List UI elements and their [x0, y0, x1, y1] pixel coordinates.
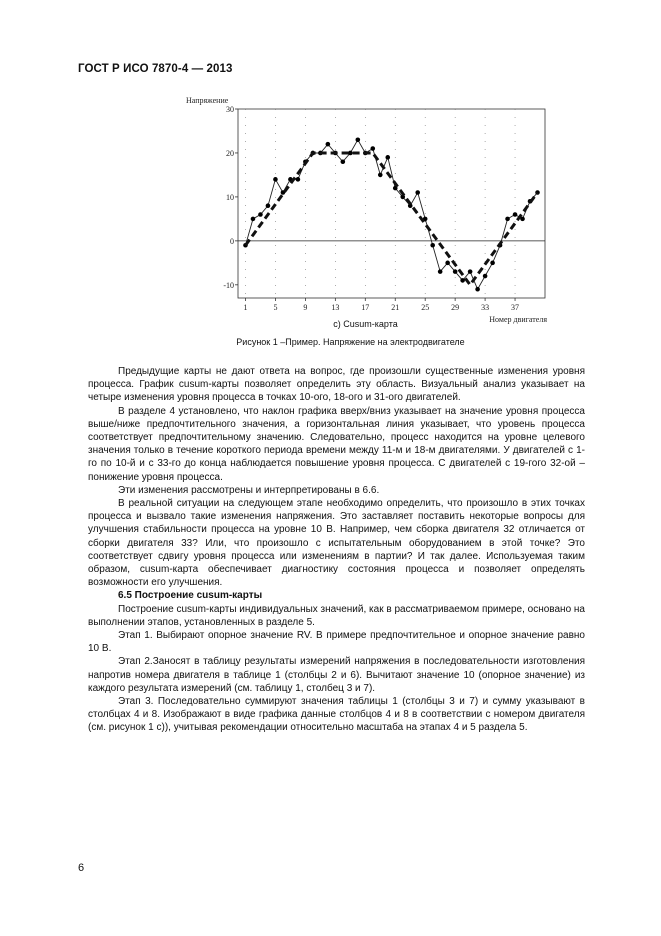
x-tick-label: 37 — [511, 303, 520, 312]
paragraph: В реальной ситуации на следующем этапе необходимо определить, что произошло в этих точках процесса и вызвало такие изменения напряжения. Это заставляет поставить некоторые вопросы для улучшения стабильности процесса на уровне 10 В. Например, чем сборка двигателя 32 отличается от сборки двигателя 33? Или, что произошло с испытательным оборудованием в этой точке? Это соответствует сдвигу уровня процесса или изменениям в партии? И так далее. Используемая таким образом, cusum-карта обеспечивает диагностику состояния процесса и позволяет определять возможности его улучшения. — [88, 498, 585, 589]
section-heading: 6.5 Построение cusum-карты — [118, 590, 263, 602]
x-tick-label: 17 — [361, 303, 370, 312]
data-point — [445, 261, 450, 266]
data-point — [341, 159, 346, 164]
data-point — [370, 146, 375, 151]
x-tick-label: 5 — [273, 303, 278, 312]
data-point — [415, 190, 420, 195]
data-point — [296, 177, 301, 182]
figure-caption: Рисунок 1 –Пример. Напряжение на электродвигателе — [236, 337, 465, 347]
x-tick-label: 33 — [481, 303, 490, 312]
body-text — [88, 365, 585, 735]
data-point — [430, 243, 435, 248]
data-point — [438, 269, 443, 274]
data-point — [490, 261, 495, 266]
data-point — [460, 278, 465, 283]
x-tick-label: 13 — [331, 303, 340, 312]
x-tick-label: 1 — [243, 303, 248, 312]
paragraph: Эти изменения рассмотрены и интерпретированы в 6.6. — [118, 484, 380, 496]
data-point — [348, 151, 353, 156]
data-point — [326, 142, 331, 147]
cusum-line — [246, 140, 538, 289]
paragraph: Этап 1. Выбирают опорное значение RV. В примере предпочтительное и опорное значение равно 10 В. — [88, 630, 585, 655]
x-tick-label: 21 — [391, 303, 400, 312]
data-point — [513, 212, 518, 217]
paragraph: Предыдущие карты не дают ответа на вопрос, где произошли существенные изменения уровня процесса. График cusum-карты позволяет определить эту область. Визуальный анализ указывает на четыре изменения уровня процесса в точках 10-ого, 18-ого и 31-ого двигателей. — [88, 366, 585, 404]
paragraph: Этап 2.Заносят в таблицу результаты измерений напряжения в последовательности изготовления напротив номера двигателя в таблице 1 (столбцы 2 и 6). Вычитают значение 10 (опорное значение) из каждого результата измерений (см. таблицу 1, столбец 3 и 7). — [88, 656, 585, 694]
data-point — [356, 137, 361, 142]
data-point — [483, 274, 488, 279]
data-point — [475, 287, 480, 292]
y-axis-label: Напряжение — [186, 96, 229, 105]
paragraph: Этап 3. Последовательно суммируют значения таблицы 1 (столбцы 3 и 7) и сумму указывают в столбцах 4 и 8. Изображают в виде графика данные столбцов 4 и 8 в соответствии с номером двигателя (см. рисунок 1 с)), учитывая рекомендации относительно масштаба на этапах 4 и 5 раздела 5. — [88, 696, 585, 734]
paragraph: В разделе 4 установлено, что наклон графика вверх/вниз указывает на значение уровня процесса выше/ниже предпочтительного значения, а горизонтальная линия указывает, что уровень процесса соответствует предпочтительному значению. Следовательно, процесс находится на уровне целевого значения только в течение короткого периода времени между 11-м и 18-м двигателями. У двигателей с 1-го по 10-й и с 33-го до конца наблюдается повышение уровня процесса. С двигателей с 19-гого 32-ой – понижение уровня процесса. — [88, 405, 585, 483]
x-axis-label: Номер двигателя — [489, 315, 547, 324]
y-tick-label: 20 — [226, 148, 234, 158]
data-point — [266, 203, 271, 208]
data-point — [505, 217, 510, 222]
paragraph: Построение cusum-карты индивидуальных значений, как в рассматриваемом примере, основано на выполнении этапов, установленных в разделе 5. — [88, 603, 585, 628]
chart-sub-caption: c) Cusum-карта — [333, 319, 398, 329]
data-point — [385, 155, 390, 160]
x-tick-label: 9 — [303, 303, 308, 312]
y-tick-label: 10 — [226, 192, 234, 202]
data-point — [453, 269, 458, 274]
data-point — [258, 212, 263, 217]
data-point — [378, 173, 383, 178]
x-tick-label: 29 — [451, 303, 460, 312]
plot-frame — [238, 109, 545, 298]
data-point — [468, 269, 473, 274]
y-tick-label: 0 — [230, 236, 234, 246]
x-tick-label: 25 — [421, 303, 430, 312]
cusum-chart — [0, 0, 661, 330]
y-tick-label: 30 — [226, 105, 234, 114]
data-point — [251, 217, 256, 222]
y-tick-label: -10 — [223, 280, 234, 290]
document-header: ГОСТ Р ИСО 7870-4 — 2013 — [78, 63, 233, 75]
data-point — [273, 177, 278, 182]
page-number: 6 — [78, 862, 85, 874]
